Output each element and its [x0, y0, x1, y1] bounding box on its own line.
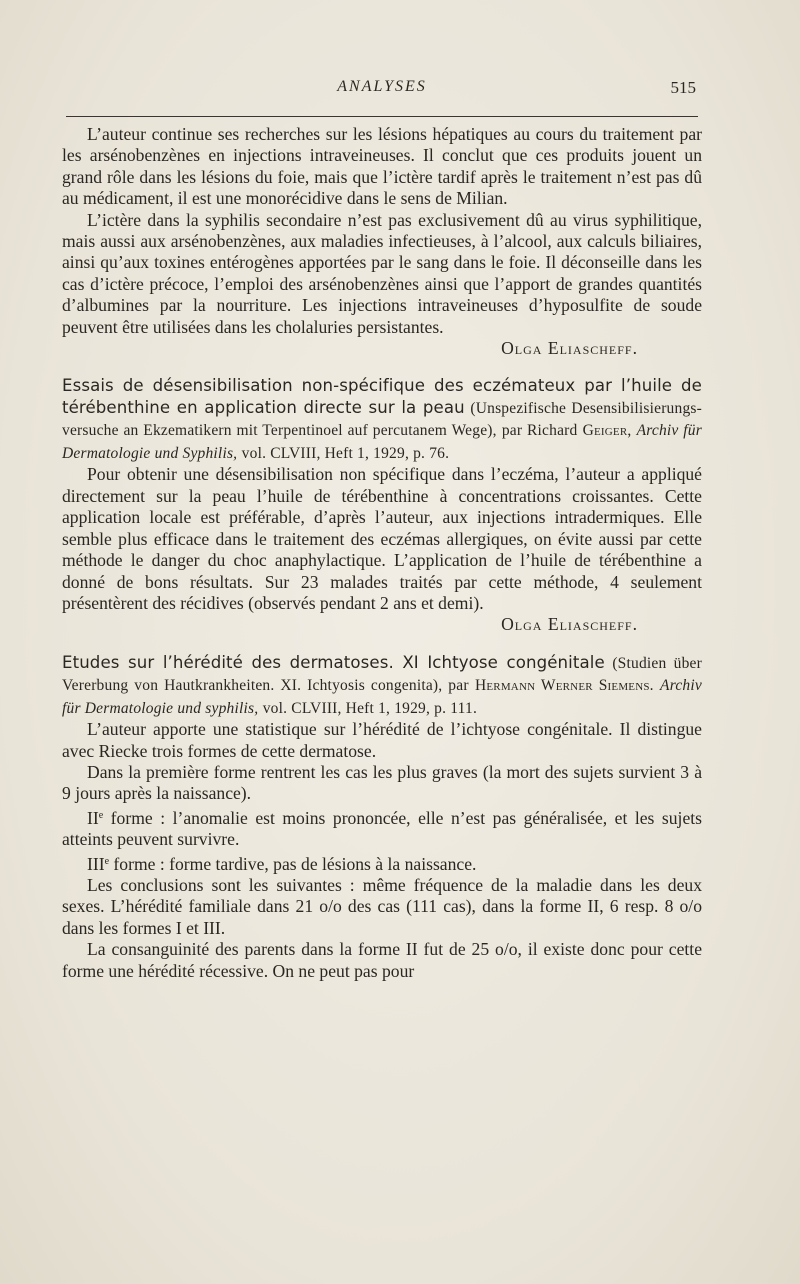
article2-title: Essais de désensibilisation non-spécifique des eczémateux par l’huile de térébenthine en application directe sur la peau [62, 376, 702, 417]
article-hepatic-lesions [62, 124, 702, 359]
article3-journal: Archiv für Dermatologie und syphilis, [62, 677, 702, 717]
article2-signature: Olga Eliascheff. [501, 614, 638, 635]
article3-paragraph-2: Dans la première forme rentrent les cas les plus graves (la mort des sujets survient 3 à 9 jours après la naissance). [62, 762, 702, 804]
article3-paragraph-4 [62, 851, 702, 875]
article3-paragraph-3 [62, 805, 702, 851]
article1-paragraph-1: L’auteur continue ses recherches sur les lésions hépatiques au cours du traitement par les arsénobenzènes en injections intraveineuses. Il conclut que ces produits jouent un grand rôle dans les lésions du foie, mais que l’ictère tardif après le traitement n’est pas dû au médicament, il est une monorécidive dans le sens de Milian. [62, 124, 702, 209]
article2-by: par Richard [501, 422, 578, 440]
article2-german-title: (Unspezifische Desensibilisierungs-versuche an Ekzematikern mit Terpentinoel auf percutanem Wege), [62, 399, 702, 440]
form-iii-superscript: e [104, 855, 110, 867]
form-iii-text: forme : forme tardive, pas de lésions à la naissance. [109, 853, 477, 874]
running-title: ANALYSES [337, 78, 427, 95]
header-rule [66, 116, 698, 117]
page-header [62, 78, 702, 106]
form-iii-numeral: III [87, 853, 105, 874]
article3-volume: vol. CLVIII, Heft 1, 1929, p. 111. [262, 699, 478, 717]
article3-paragraph-5: Les conclusions sont les suivantes : même fréquence de la maladie dans les deux sexes. L’hérédité familiale dans 21 o/o des cas (111 cas), dans la forme II, 6 resp. 8 o/o dans les formes I et III. [62, 875, 702, 938]
form-ii-text: forme : l’anomalie est moins prononcée, elle n’est pas généralisée, et les sujets atteints peuvent survivre. [62, 807, 702, 850]
form-ii-numeral: II [87, 807, 99, 828]
article1-paragraph-2: L’ictère dans la syphilis secondaire n’est pas exclusivement dû au virus syphilitique, mais aussi aux arsénobenzènes, aux maladies infectieuses, à l’alcool, aux calculs biliaires, ainsi qu’aux toxines entérogènes apportées par le sang dans le foie. Il déconseille dans les cas d’ictère précoce, l’emploi des arsénobenzènes ainsi que l’apport de grandes quantités d’albumines par la nourriture. Les injections intraveineuses d’hyposulfite de soude peuvent être utilisées dans les cholaluries persistantes. [62, 209, 702, 337]
form-ii-superscript: e [98, 809, 104, 821]
article3-heading [62, 652, 702, 720]
article-ichthyosis [62, 652, 702, 982]
article3-paragraph-6: La consanguinité des parents dans la forme II fut de 25 o/o, il existe donc pour cette forme une hérédité récessive. On ne peut pas pour [62, 939, 702, 981]
article3-german-title: (Studien über Vererbung von Hautkrankheiten. XI. Ichtyosis congenita), par [62, 654, 702, 695]
article2-journal: Archiv für Dermatologie und Syphilis, [62, 422, 702, 462]
article-desensitization [62, 375, 702, 635]
page-number: 515 [670, 78, 696, 97]
article3-paragraph-1: L’auteur apporte une statistique sur l’hérédité de l’ichtyose congénitale. Il distingue avec Riecke trois formes de cette dermatose. [62, 719, 702, 761]
article3-author: Hermann Werner Siemens. [474, 677, 654, 695]
article2-heading [62, 375, 702, 464]
article1-signature: Olga Eliascheff. [501, 338, 638, 359]
article2-paragraph-1: Pour obtenir une désensibilisation non spécifique dans l’eczéma, l’auteur a appliqué directement sur la peau l’huile de térébenthine à concentrations croissantes. Cette application locale est préférable, d’après l’auteur, aux injections intradermiques. Elle semble plus efficace dans le traitement des eczémas allergiques, on évite aussi par cette méthode le danger du choc anaphylactique. L’application de l’huile de térébenthine a donné de bons résultats. Sur 23 malades traités par cette méthode, 4 seulement présentèrent des récidives (observés pendant 2 ans et demi). [62, 464, 702, 613]
article2-author: Geiger, [582, 422, 632, 440]
page-body [62, 124, 702, 982]
article2-volume: vol. CLVIII, Heft 1, 1929, p. 76. [241, 444, 450, 462]
article3-title: Etudes sur l’hérédité des dermatoses. XI Ichtyose congénitale [62, 652, 605, 672]
